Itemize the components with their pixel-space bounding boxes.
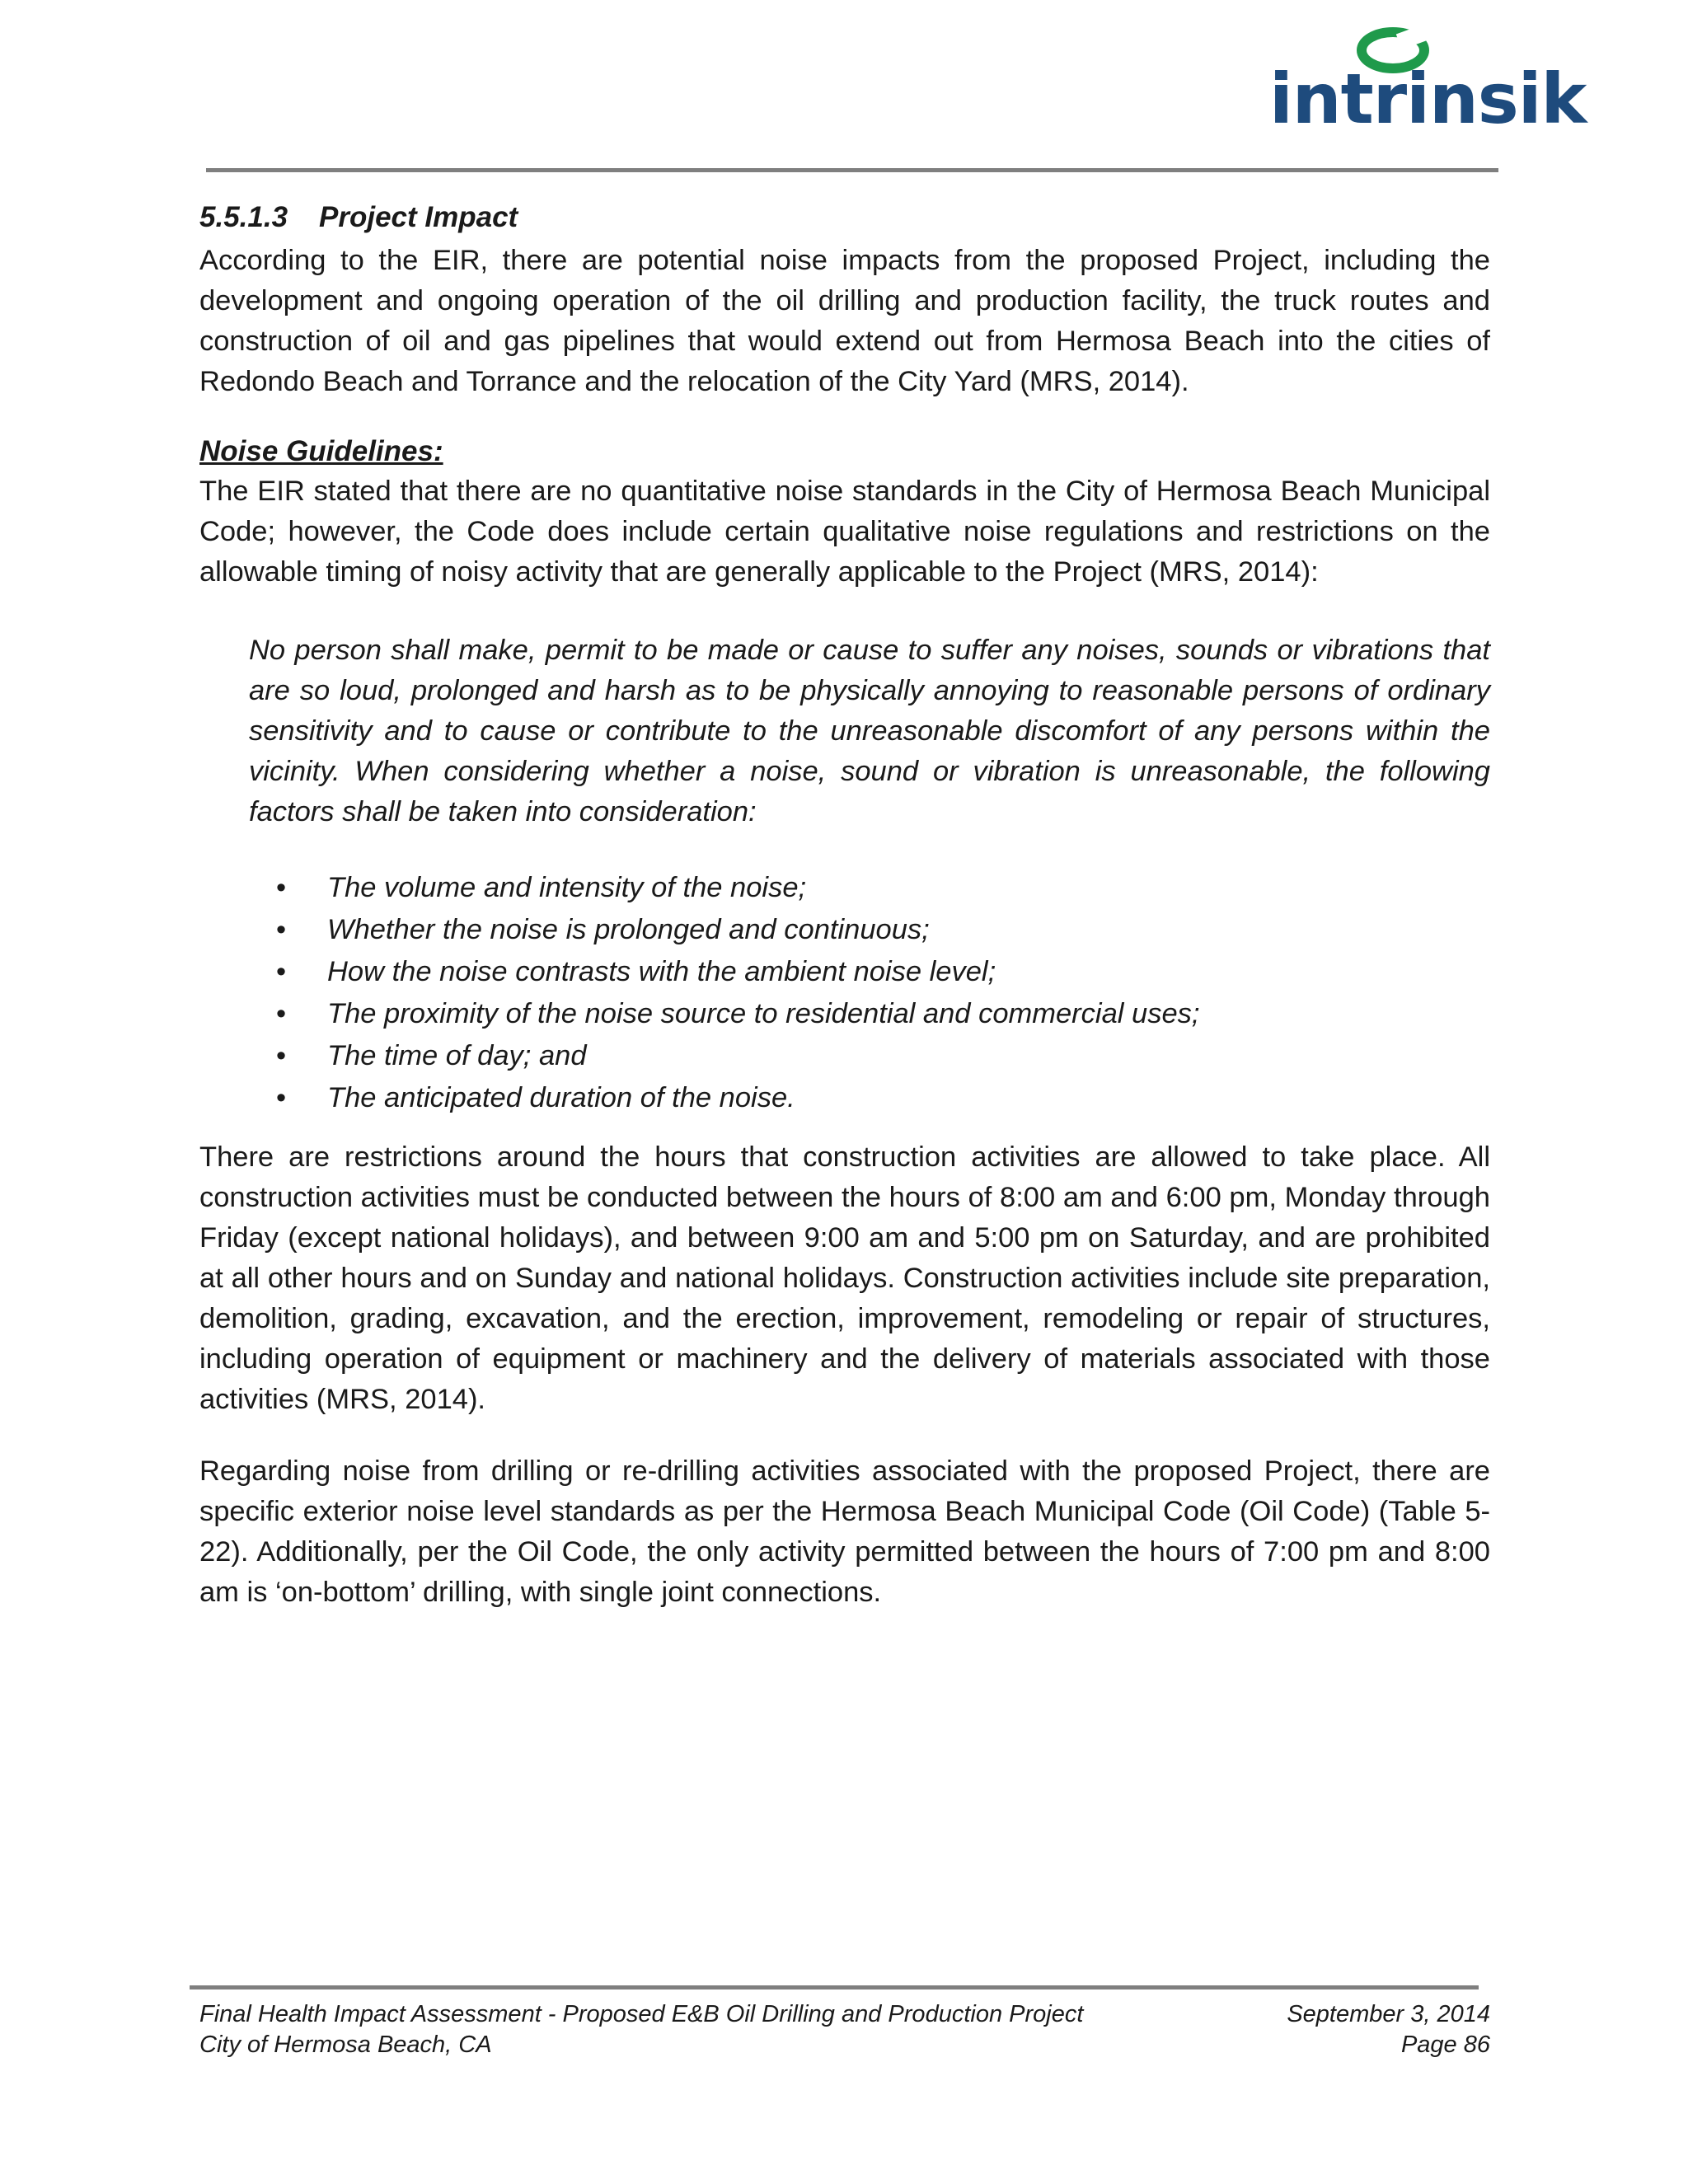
list-item [276,1035,1490,1077]
footer-date: September 3, 2014 [1287,2001,1490,2027]
footer-rule [190,1985,1479,1990]
list-item-text: The proximity of the noise source to residential and commercial uses; [327,998,1200,1029]
list-item [276,951,1490,993]
page-footer [199,1999,1490,2060]
guidelines-paragraph: The EIR stated that there are no quantitative noise standards in the City of Hermosa Beach Municipal Code; however, the Code does include certain qualitative noise regulations and restrictions on the allowable timing of noisy activity that are generally applicable to the Project (MRS, 2014): [199,476,1490,588]
intrinsik-logo [1269,25,1587,157]
list-item [276,1077,1490,1119]
bullet-icon: • [276,956,287,987]
footer-location: City of Hermosa Beach, CA [199,2032,492,2058]
construction-hours-paragraph: There are restrictions around the hours that construction activities are allowed to take place. All construction activities must be conducted between the hours of 8:00 am and 6:00 pm, Monday through Friday (except national holidays), and between 9:00 am and 5:00 pm on Saturday, and are prohibited at all other hours and on Sunday and national holidays. Construction activities include site preparation, demolition, grading, excavation, and the erection, improvement, remodeling or repair of structures, including operation of equipment or machinery and the delivery of materials associated with those activities (MRS, 2014). [199,1141,1490,1415]
list-item-text: The time of day; and [327,1040,587,1071]
footer-document-title: Final Health Impact Assessment - Proposed E&B Oil Drilling and Production Project [199,2001,1084,2027]
section-heading [199,198,1490,237]
bullet-icon: • [276,1082,287,1113]
noise-guidelines-heading: Noise Guidelines: [199,435,443,467]
list-item-text: The volume and intensity of the noise; [327,872,807,903]
list-item-text: The anticipated duration of the noise. [327,1082,795,1113]
logo-wordmark: intrinsik [1269,59,1587,139]
factors-list [199,867,1490,1119]
bullet-icon: • [276,914,287,945]
municipal-code-quote: No person shall make, permit to be made or cause to suffer any noises, sounds or vibrations that are so loud, prolonged and harsh as to be physically annoying to reasonable persons of ordinary sensitivity and to cause or contribute to the unreasonable discomfort of any persons within the vicinity. When considering whether a noise, sound or vibration is unreasonable, the following factors shall be taken into consideration: [249,635,1490,827]
list-item [276,867,1490,909]
header-rule [206,168,1498,172]
bullet-icon: • [276,872,287,903]
bullet-icon: • [276,1040,287,1071]
list-item-text: How the noise contrasts with the ambient noise level; [327,956,996,987]
list-item [276,909,1490,951]
footer-page-number: Page 86 [1400,2032,1490,2058]
section-title: Project Impact [319,201,518,233]
page-content [199,198,1490,1613]
intro-paragraph: According to the EIR, there are potential noise impacts from the proposed Project, including the development and ongoing operation of the oil drilling and production facility, the truck routes and construction of oil and gas pipelines that would extend out from Hermosa Beach into the cities of Redondo Beach and Torrance and the relocation of the City Yard (MRS, 2014). [199,245,1490,397]
drilling-paragraph: Regarding noise from drilling or re-drilling activities associated with the proposed Project, there are specific exterior noise level standards as per the Hermosa Beach Municipal Code (Oil Code) (Table 5-22). Additionally, per the Oil Code, the only activity permitted between the hours of 7:00 pm and 8:00 am is ‘on-bottom’ drilling, with single joint connections. [199,1455,1490,1608]
bullet-icon: • [276,998,287,1029]
list-item [276,993,1490,1035]
section-number: 5.5.1.3 [199,201,288,233]
list-item-text: Whether the noise is prolonged and continuous; [327,914,930,945]
